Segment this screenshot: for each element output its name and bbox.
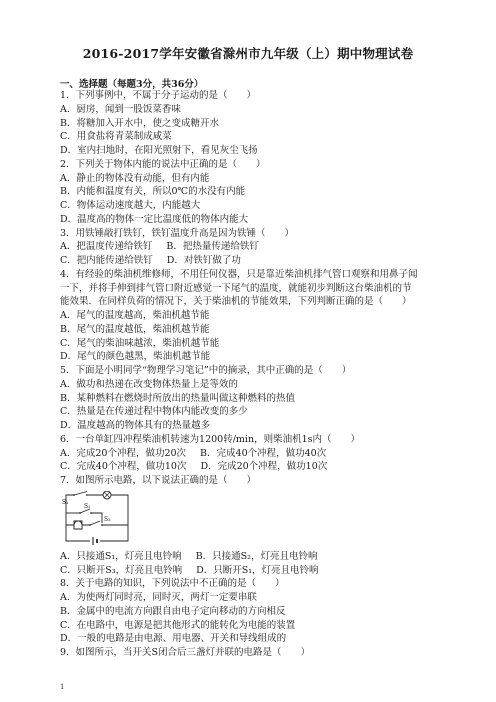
q4-option-a: A．尾气的温度越高，柴油机越节能 (60, 310, 210, 321)
q7-circuit-diagram (60, 491, 134, 547)
q7-option-c: C．只断开S₃，灯亮且电铃响 (60, 564, 183, 576)
section-heading: 一、选择题（每题3分，共36分） (60, 79, 204, 90)
q7-option-d: D．只断开S₁，灯亮且电铃响 (196, 564, 319, 576)
q3-options-ab (60, 240, 440, 254)
q1-option-b: B．将糖加入开水中，使之变成糖开水 (60, 117, 219, 129)
q9-stem: 9．如图所示，当开关S闭合后三盏灯并联的电路是（ ） (60, 647, 311, 658)
q8-stem: 8．关于电路的知识，下列说法中不正确的是（ ） (60, 578, 285, 590)
q4-option-b: B．尾气的温度越低，柴油机越节能 (60, 323, 210, 335)
questions (60, 89, 440, 660)
q8-option-d: D．一般的电路是由电源、用电器、开关和导线组成的 (60, 633, 287, 645)
q6-option-d: D．完成20个冲程，做功10次 (200, 461, 328, 473)
label-s2: S₂ (84, 502, 91, 510)
exam-title: 2016-2017学年安徽省滁州市九年级（上）期中物理试卷 (82, 46, 414, 61)
q4-stem-line1: 4．有经验的柴油机维修师，不用任何仪器，只是靠近柴油机排气管口观察和用鼻子闻 (60, 268, 418, 280)
q8-option-b: B．金属中的电流方向跟自由电子定向移动的方向相反 (60, 605, 286, 617)
q4-stem-line2: 一下，并将手伸到排气管口附近感觉一下尾气的温度，就能初步判断这台柴油机的节 (60, 282, 412, 294)
q4-option-c: C．尾气的柴油味越浓，柴油机越节能 (60, 337, 220, 349)
q1-stem: 1．下列事例中，不属于分子运动的是（ ） (60, 90, 257, 101)
q2-option-a: A．静止的物体没有动能，但有内能 (60, 172, 210, 184)
q6-option-c: C．完成40个冲程，做功10次 (60, 461, 187, 473)
q5-option-b: B．某种燃料在燃烧时所放出的热量叫做这种燃料的热值 (60, 392, 295, 404)
q3-option-c: C．把内能传递给铁钉 (60, 255, 153, 266)
page-number: 1 (60, 683, 65, 691)
q8-option-a: A．为使两灯同时亮，同时灭，两灯一定要串联 (60, 592, 257, 603)
q3-option-d: D．对铁钉做了功 (166, 255, 241, 266)
q5-stem: 5．下面是小明同学“物理学习笔记”中的摘录，其中正确的是（ ） (60, 365, 352, 376)
switch-s3 (90, 521, 100, 525)
q1-option-c: C．用食盐将青菜制成咸菜 (60, 131, 172, 143)
q3-stem: 3．用铁锤敲打铁钉，铁钉温度升高是因为铁锤（ ） (60, 227, 295, 239)
q7-options-ab (60, 550, 440, 564)
q7-stem: 7．如图所示电路，以下说法正确的是（ ） (60, 475, 257, 486)
q7-option-a: A．只接通S₁，灯亮且电铃响 (60, 550, 182, 562)
q2-stem: 2．下列关于物体内能的说法中正确的是（ ） (60, 158, 266, 170)
q7-option-b: B．只接通S₂，灯亮且电铃响 (195, 550, 318, 562)
q4-stem-line3: 能效果．在同样负荷的情况下，关于柴油机的节能效果，下列判断正确的是（ ） (60, 296, 412, 308)
q6-option-a: A．完成20个冲程，做功20次 (60, 447, 187, 459)
q3-option-b: B．把热量传递给铁钉 (166, 241, 259, 253)
q6-option-b: B．完成40个冲程，做功40次 (200, 447, 327, 459)
q6-options-ab (60, 447, 440, 461)
label-s3: S₃ (104, 515, 111, 523)
q4-option-d: D．尾气的颜色越黑，柴油机越节能 (60, 351, 211, 363)
q7-options-cd (60, 564, 440, 578)
q1-option-a: A．厨房，闻到一股饭菜香味 (60, 103, 181, 115)
q1-option-d: D．室内扫地时，在阳光照射下，看见灰尘飞扬 (60, 145, 258, 156)
q5-option-d: D．温度越高的物体具有的热量越多 (60, 420, 211, 431)
q2-option-d: D．温度高的物体一定比温度低的物体内能大 (60, 213, 249, 225)
q2-option-b: B．内能和温度有关，所以0℃的水没有内能 (60, 186, 246, 198)
q5-option-c: C．热量是在传递过程中物体内能改变的多少 (60, 406, 248, 418)
q3-options-cd (60, 254, 440, 268)
q6-stem: 6．一台单缸四冲程柴油机转速为1200转/min，则柴油机1s内（ ） (60, 433, 361, 445)
label-s1: S₁ (62, 498, 69, 506)
q5-option-a: A．做功和热递在改变物体热量上是等效的 (60, 378, 238, 390)
q3-option-a: A．把温度传递给铁钉 (60, 241, 153, 253)
q2-option-c: C．物体运动速度越大，内能越大 (60, 200, 201, 211)
q8-option-c: C．在电路中，电源是把其他形式的能转化为电能的装置 (60, 619, 296, 631)
q6-options-cd (60, 460, 440, 474)
